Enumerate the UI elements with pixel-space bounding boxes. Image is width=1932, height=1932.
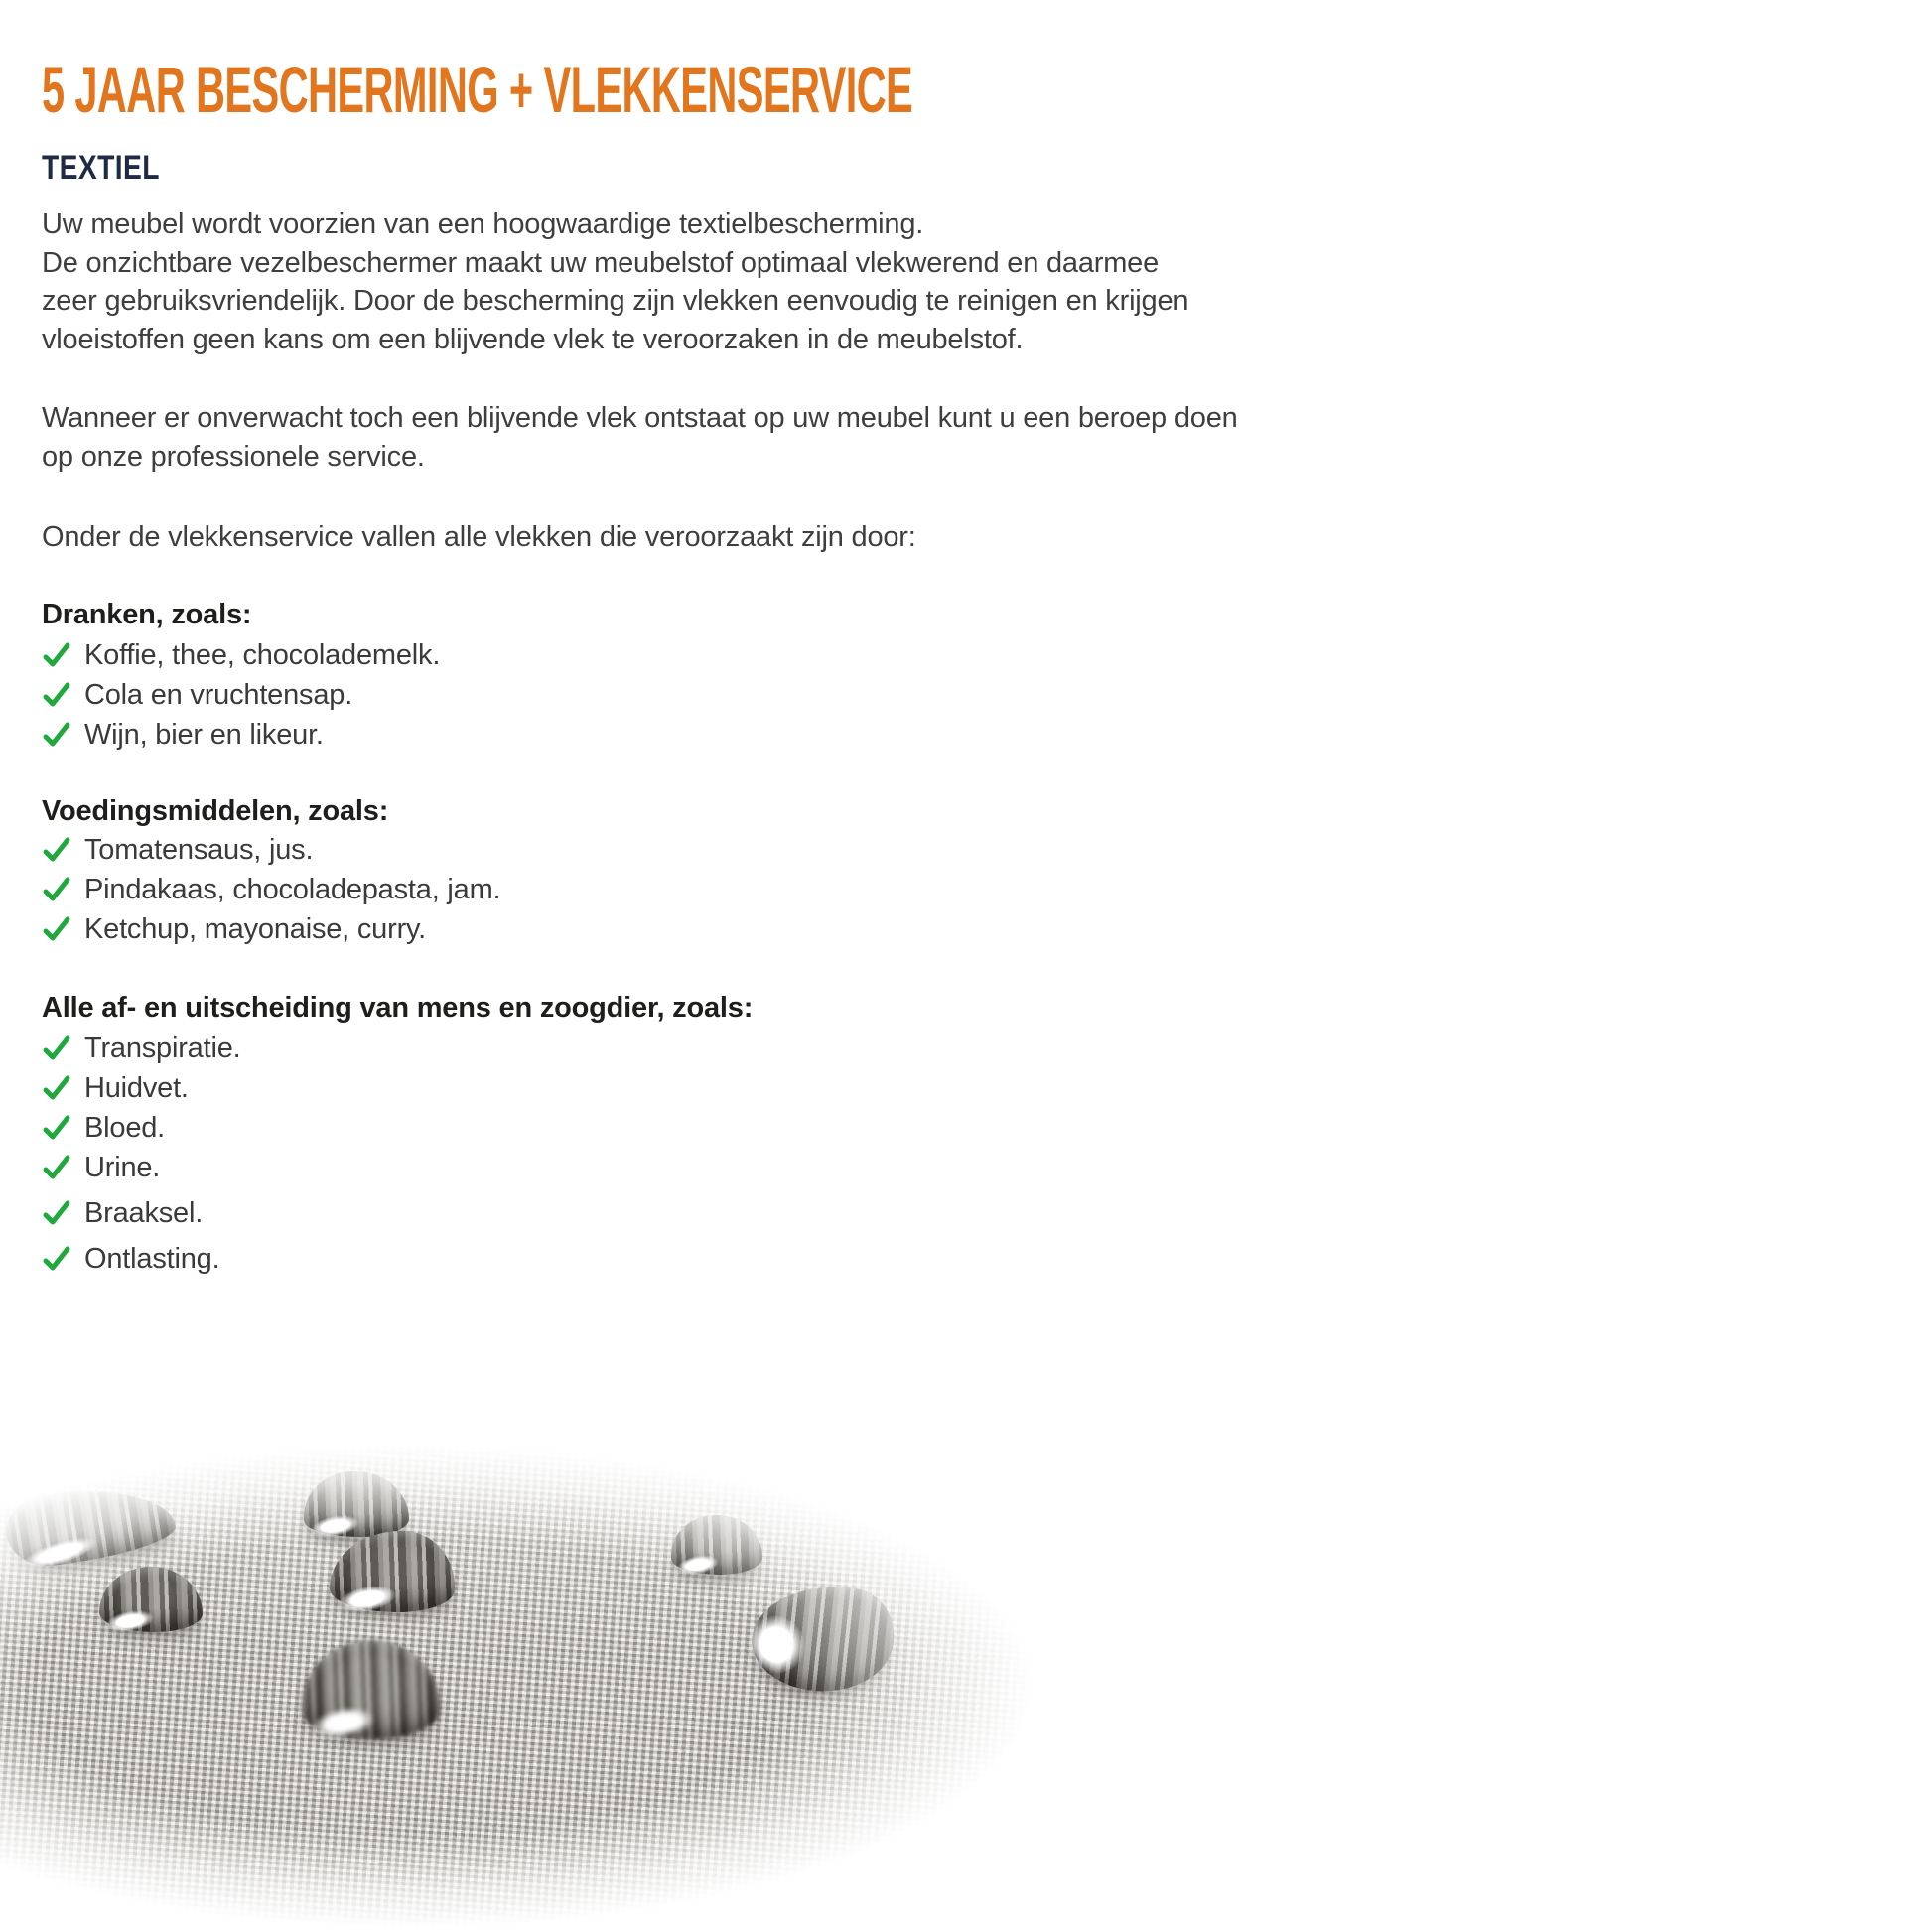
intro-line: De onzichtbare vezelbeschermer maakt uw meubelstof optimaal vlekwerend en daarmee (42, 246, 1160, 279)
list-item-label: Ontlasting. (84, 1242, 220, 1275)
list-item (42, 1108, 241, 1148)
service-line: Wanneer er onverwacht toch een blijvende vlek ontstaat op uw meubel kunt u een beroep doen (42, 402, 1238, 434)
list-item-label: Bloed. (84, 1111, 166, 1144)
water-droplet (671, 1515, 762, 1575)
intro-line: Uw meubel wordt voorzien van een hoogwaardige textielbescherming. (42, 208, 924, 240)
section-heading-textiel: TEXTIEL (42, 149, 160, 188)
fabric-weave-texture (0, 1420, 1251, 1932)
list-item (42, 909, 500, 949)
list-item-label: Cola en vruchtensap. (84, 678, 353, 711)
list-item-label: Ketchup, mayonaise, curry. (84, 912, 427, 945)
service-line: op onze professionele service. (42, 440, 425, 473)
list-intro: Onder de vlekkenservice vallen alle vlekken die veroorzaakt zijn door: (42, 521, 916, 553)
water-droplet (304, 1471, 409, 1537)
water-droplet (302, 1640, 441, 1739)
list-item-label: Tomatensaus, jus. (84, 833, 314, 866)
water-droplet (2, 1479, 179, 1571)
checkmark-icon (42, 835, 71, 865)
checkmark-icon (42, 1153, 71, 1182)
intro-line: zeer gebruiksvriendelijk. Door de bescherming zijn vlekken eenvoudig te reinigen en krijgen (42, 285, 1189, 317)
checkmark-icon (42, 1198, 71, 1228)
water-droplet (746, 1576, 900, 1702)
group-heading-dranken: Dranken, zoals: (42, 599, 252, 630)
checkmark-icon (42, 680, 71, 710)
list-item (42, 1148, 241, 1187)
group-list-voedingsmiddelen (42, 830, 500, 949)
group-list-uitscheiding (42, 1029, 241, 1279)
page-title: 5 JAAR BESCHERMING + VLEKKENSERVICE (42, 53, 913, 127)
group-list-dranken (42, 635, 440, 755)
checkmark-icon (42, 1113, 71, 1143)
list-item-label: Pindakaas, chocoladepasta, jam. (84, 873, 501, 905)
intro-line: vloeistoffen geen kans om een blijvende vlek te veroorzaken in de meubelstof. (42, 323, 1024, 355)
list-item (42, 675, 440, 715)
fabric-photo (0, 1420, 1251, 1932)
list-item (42, 715, 440, 755)
list-item (42, 1239, 241, 1279)
water-droplet (330, 1531, 455, 1612)
list-item-label: Koffie, thee, chocolademelk. (84, 638, 441, 671)
list-item-label: Huidvet. (84, 1071, 189, 1104)
list-item (42, 830, 500, 870)
list-item-label: Urine. (84, 1151, 161, 1183)
list-item (42, 635, 440, 675)
checkmark-icon (42, 875, 71, 904)
checkmark-icon (42, 1073, 71, 1103)
checkmark-icon (42, 640, 71, 670)
list-item (42, 1029, 241, 1068)
intro-paragraph (42, 206, 1188, 358)
service-paragraph (42, 399, 1238, 476)
checkmark-icon (42, 914, 71, 944)
group-heading-voedingsmiddelen: Voedingsmiddelen, zoals: (42, 795, 389, 827)
list-item (42, 1068, 241, 1108)
list-item-label: Transpiratie. (84, 1032, 241, 1064)
photo-fade-vignette (0, 1418, 1253, 1932)
water-droplet (99, 1567, 203, 1632)
list-item (42, 870, 500, 909)
list-item-label: Wijn, bier en likeur. (84, 718, 324, 751)
group-heading-uitscheiding: Alle af- en uitscheiding van mens en zoogdier, zoals: (42, 992, 754, 1024)
list-item-label: Braaksel. (84, 1196, 204, 1229)
checkmark-icon (42, 1244, 71, 1274)
checkmark-icon (42, 1034, 71, 1063)
checkmark-icon (42, 720, 71, 750)
list-item (42, 1193, 241, 1233)
